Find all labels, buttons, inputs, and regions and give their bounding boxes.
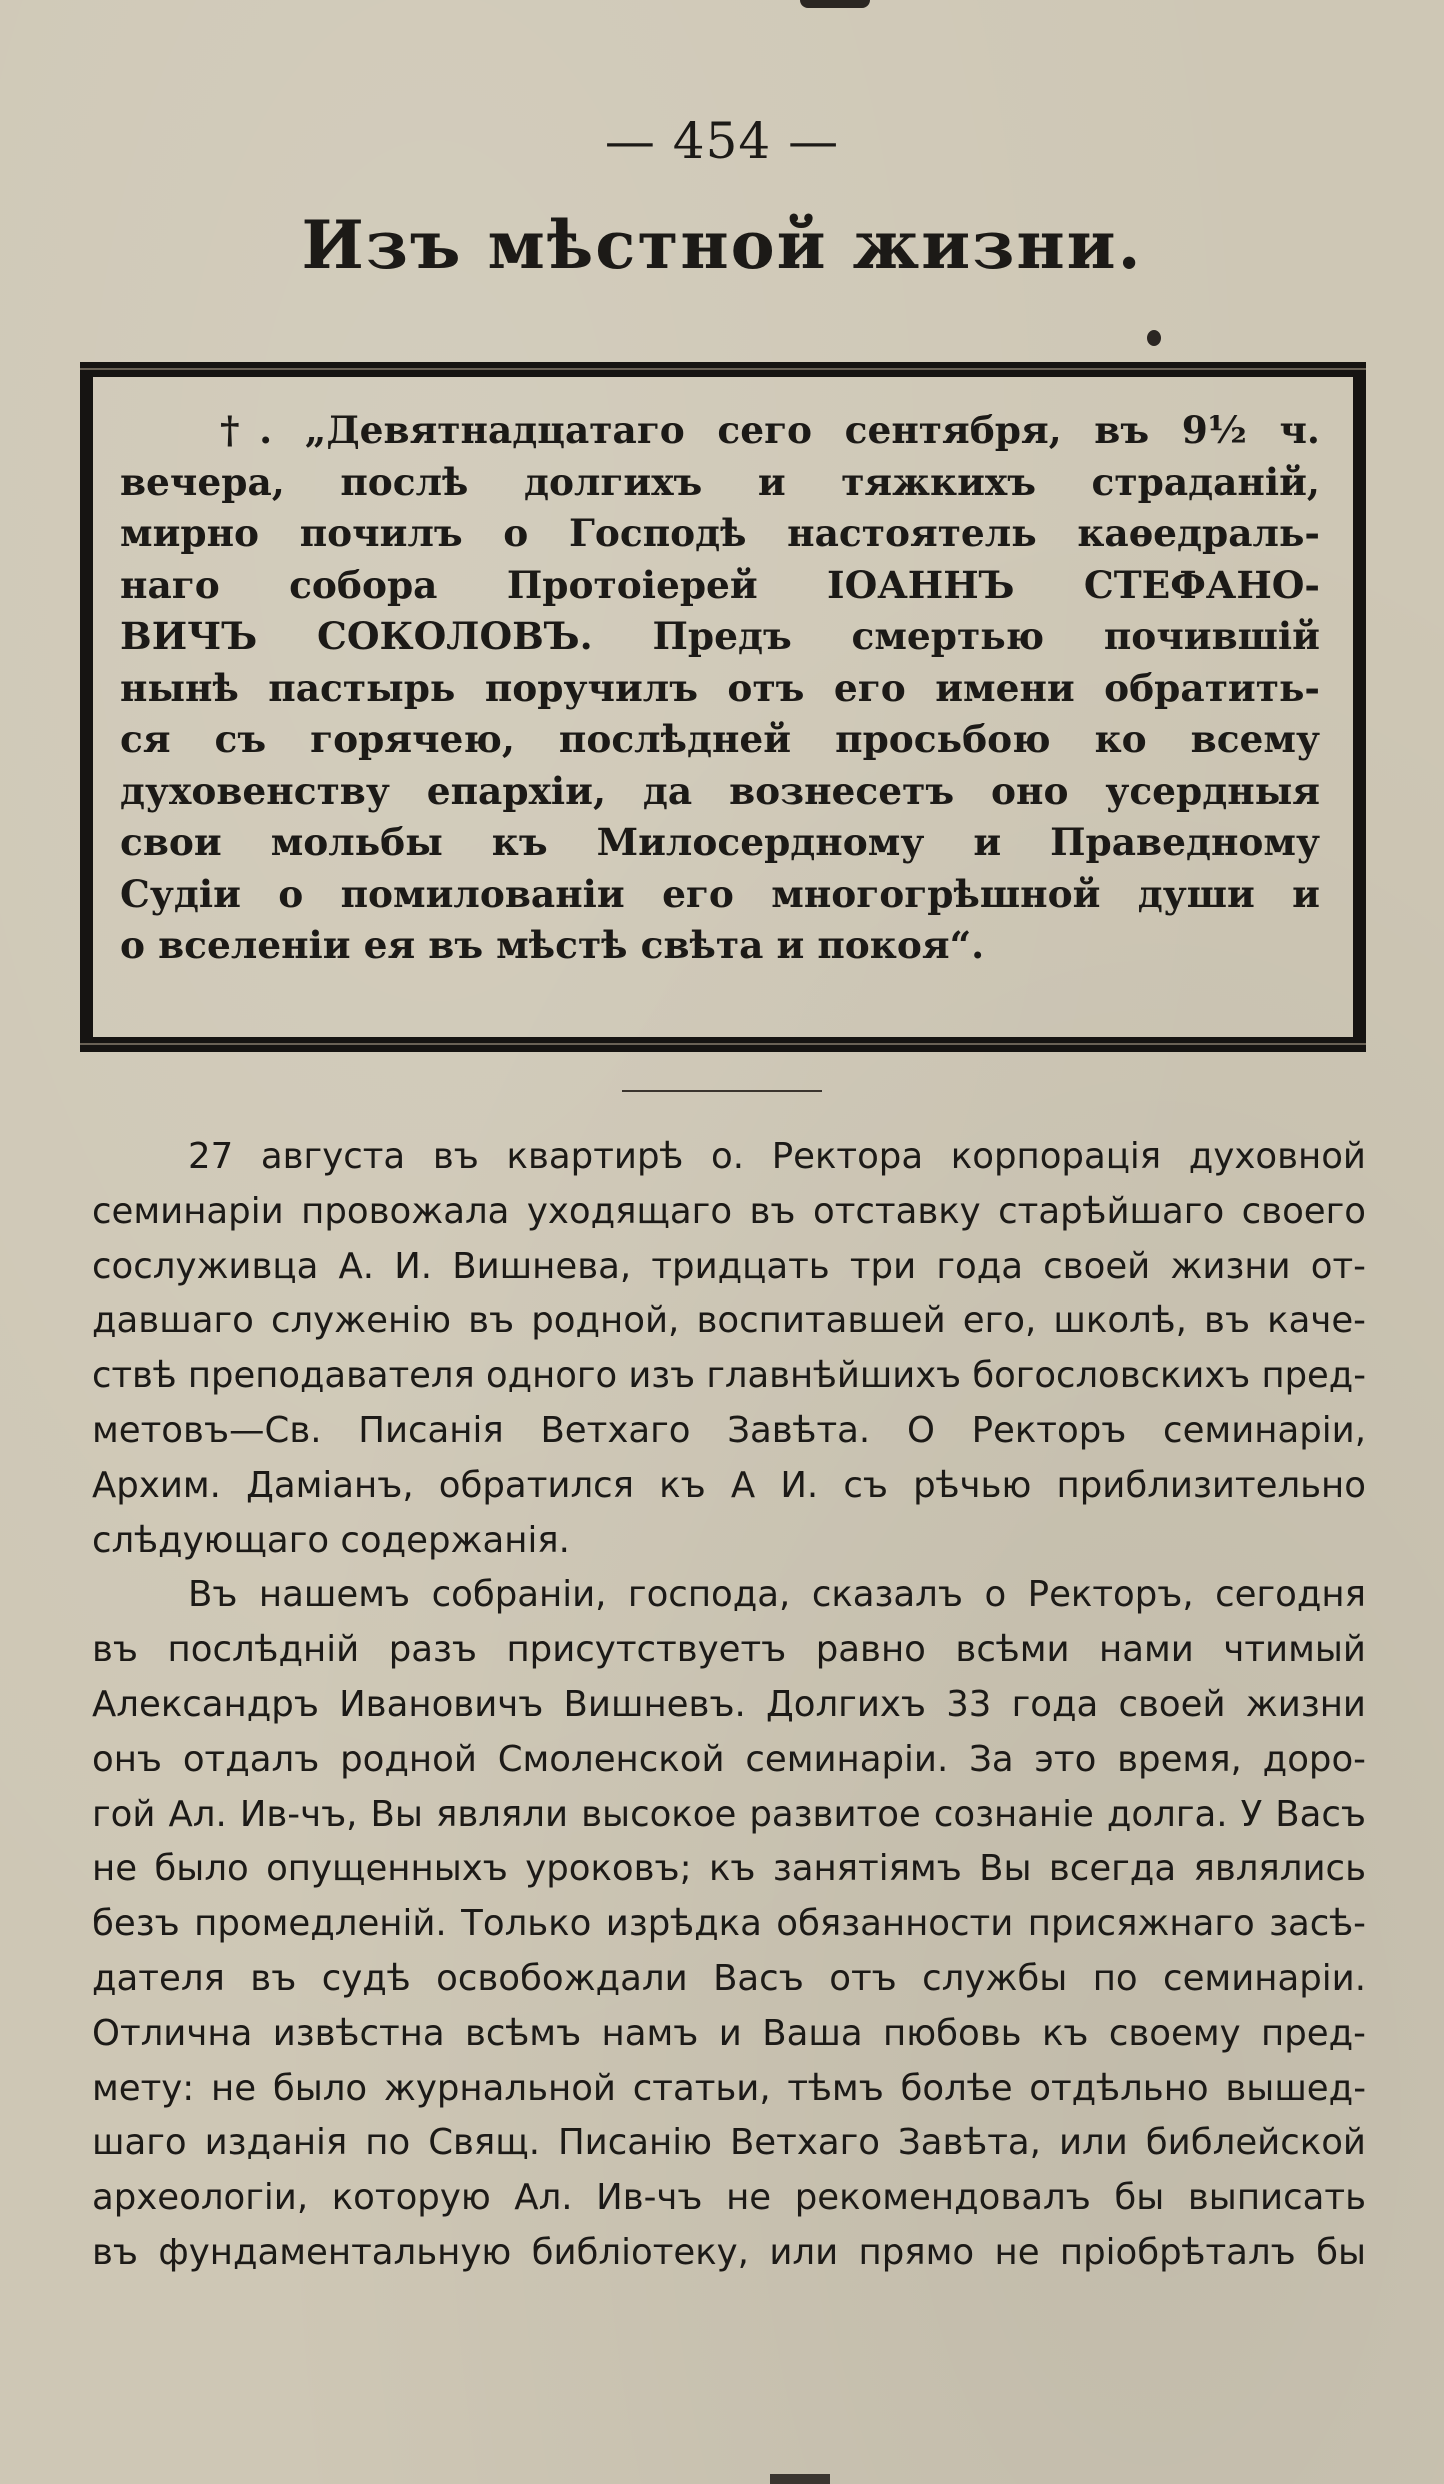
body-line: Въ нашемъ собраніи, господа, сказалъ о Ректоръ, сегодня [188, 1574, 1366, 1616]
body-line: давшаго служенію въ родной, воспитавшей его, школѣ, въ каче- [92, 1300, 1366, 1342]
body-line: Александръ Ивановичъ Вишневъ. Долгихъ 33 года своей жизни [92, 1683, 1366, 1725]
obituary-line: Судіи о помилованіи его многогрѣшной души и [120, 871, 1320, 916]
body-line: ствѣ преподавателя одного изъ главнѣйшихъ богословскихъ пред- [92, 1355, 1366, 1397]
obituary-notice [120, 405, 1320, 972]
obituary-line: о вселеніи ея въ мѣстѣ свѣта и покоя“. [120, 923, 985, 967]
body-line: гой Ал. Ив-чъ, Вы являли высокое развитое сознаніе долга. У Васъ [92, 1793, 1366, 1835]
body-line: Архим. Даміанъ, обратился къ А И. съ рѣчью приблизительно [92, 1464, 1366, 1506]
body-line: 27 августа въ квартирѣ о. Ректора корпорація духовной [188, 1136, 1366, 1177]
obituary-line: наго собора Протоіерей ІОАННЪ СТЕФАНО- [120, 562, 1320, 607]
body-line: археологіи, которую Ал. Ив-чъ не рекомендовалъ бы выписать [92, 2177, 1366, 2219]
top-edge-mark [800, 0, 870, 8]
frame-right-rule [1353, 372, 1366, 1042]
obituary-line: †. „Девятнадцатаго сего сентября, въ 9½ ч. [220, 408, 1320, 452]
bottom-edge-mark [770, 2474, 830, 2484]
page-number: — 454 — [604, 112, 840, 170]
frame-left-rule [80, 372, 93, 1042]
body-line: въ фундаментальную библіотеку, или прямо не пріобрѣталъ бы [92, 2231, 1366, 2273]
body-line: въ послѣдній разъ присутствуетъ равно всѣми нами чтимый [92, 1629, 1366, 1671]
section-divider [622, 1090, 822, 1092]
section-title: Изъ мѣстной жизни. [301, 206, 1143, 284]
body-line: мету: не было журнальной статьи, тѣмъ болѣе отдѣльно вышед- [92, 2067, 1366, 2109]
obituary-line: вечера, послѣ долгихъ и тяжкихъ страданій, [120, 459, 1320, 504]
body-line: дателя въ судѣ освобождали Васъ отъ службы по семинаріи. [92, 1957, 1366, 1999]
frame-top-rule [80, 362, 1366, 377]
obituary-line: свои мольбы къ Милосердному и Праведному [120, 820, 1320, 864]
body-line: слѣдующаго содержанія. [92, 1519, 570, 1561]
body-line: не было опущенныхъ уроковъ; къ занятіямъ Вы всегда являлись [92, 1848, 1366, 1890]
article-body [92, 1130, 1366, 2281]
frame-bottom-rule [80, 1037, 1366, 1052]
body-line: сослуживца А. И. Вишнева, тридцать три года своей жизни от- [92, 1245, 1366, 1287]
body-line: шаго изданія по Свящ. Писанію Ветхаго Завѣта, или библейской [92, 2122, 1366, 2164]
obituary-line: мирно почилъ о Господѣ настоятель каѳедраль- [120, 511, 1320, 555]
obituary-line: нынѣ пастырь поручилъ отъ его имени обратить- [120, 665, 1320, 710]
obituary-line: ВИЧЪ СОКОЛОВЪ. Предъ смертью почившій [120, 614, 1320, 658]
ink-dot [1147, 330, 1161, 346]
body-line: метовъ—Св. Писанія Ветхаго Завѣта. О Ректоръ семинаріи, [92, 1409, 1366, 1451]
obituary-line: ся съ горячею, послѣдней просьбою ко всему [120, 717, 1320, 761]
body-line: семинаріи провожала уходящаго въ отставку старѣйшаго своего [92, 1190, 1366, 1232]
obituary-line: духовенству епархіи, да вознесетъ оно усердныя [120, 768, 1320, 813]
body-line: Отлична извѣстна всѣмъ намъ и Ваша пюбовь къ своему пред- [92, 2012, 1366, 2054]
body-line: онъ отдалъ родной Смоленской семинаріи. За это время, доро- [92, 1738, 1366, 1780]
body-line: безъ промедленій. Только изрѣдка обязанности присяжнаго засѣ- [92, 1903, 1366, 1945]
